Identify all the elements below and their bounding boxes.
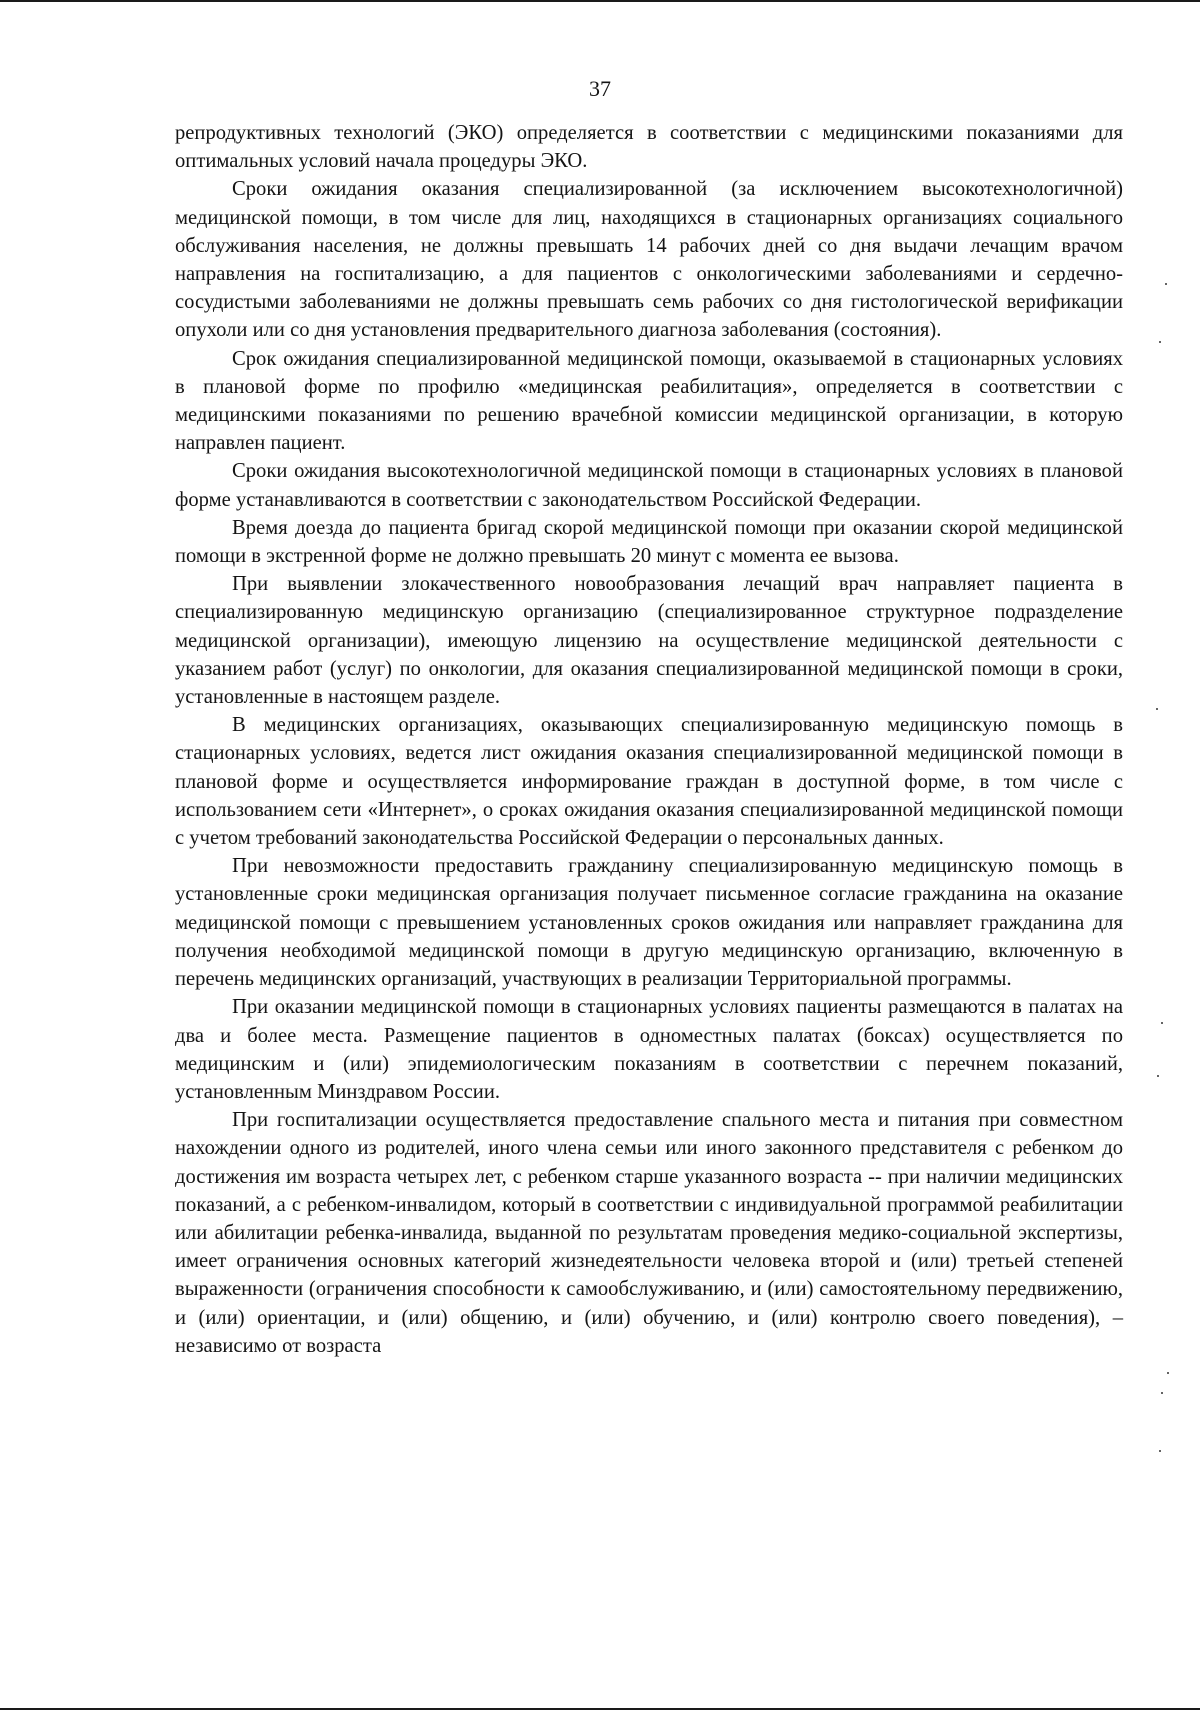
- scan-speck: [1161, 1022, 1163, 1024]
- scan-speck: [1159, 341, 1161, 343]
- paragraph-2: Сроки ожидания оказания специализированной (за исключением высокотехнологичной) медицинской помощи, в том числе для лиц, находящихся в стационарных организациях социального обслуживания населения, не должны превышать 14 рабочих дней со дня выдачи лечащим врачом направления на госпитализацию, а для пациентов с онкологическими заболеваниями и сердечно-сосудистыми заболеваниями не должны превышать семь рабочих со дня гистологической верификации опухоли или со дня установления предварительного диагноза заболевания (состояния).: [175, 178, 1123, 342]
- paragraph-3: Срок ожидания специализированной медицинской помощи, оказываемой в стационарных условиях в плановой форме по профилю «медицинская реабилитация», определяется в соответствии с медицинскими показаниями по решению врачебной комиссии медицинской организации, в которую направлен пациент.: [175, 347, 1123, 455]
- scan-edge-top: [0, 0, 1200, 2]
- scan-speck: [1159, 1450, 1161, 1452]
- scan-speck: [1167, 1372, 1169, 1374]
- page-number: 37: [589, 76, 611, 101]
- scan-speck: [1161, 1392, 1163, 1394]
- paragraph-4: Сроки ожидания высокотехнологичной медицинской помощи в стационарных условиях в плановой форме устанавливаются в соответствии с законодательством Российской Федерации.: [175, 460, 1123, 511]
- scan-edge-bottom: [0, 1708, 1200, 1710]
- document-body: [175, 119, 1123, 1360]
- paragraph-5: Время доезда до пациента бригад скорой медицинской помощи при оказании скорой медицинской помощи в экстренной форме не должно превышать 20 минут с момента ее вызова.: [175, 516, 1123, 568]
- paragraph-9: При оказании медицинской помощи в стационарных условиях пациенты размещаются в палатах на два и более места. Размещение пациентов в одноместных палатах (боксах) осуществляется по медицинским и (или) эпидемиологическим показаниям в соответствии с перечнем показаний, установленным Минздравом России.: [175, 996, 1123, 1103]
- paragraph-6: При выявлении злокачественного новообразования лечащий врач направляет пациента в специализированную медицинскую организацию (специализированное структурное подразделение медицинской организации), имеющую лицензию на осуществление медицинской деятельности с указанием работ (услуг) по онкологии, для оказания специализированной медицинской помощи в сроки, установленные в настоящем разделе.: [175, 573, 1123, 709]
- paragraph-8: При невозможности предоставить гражданину специализированную медицинскую помощь в установленные сроки медицинская организация получает письменное согласие гражданина на оказание медицинской помощи с превышением установленных сроков ожидания или направляет гражданина для получения необходимой медицинской помощи в другую медицинскую организацию, включенную в перечень медицинских организаций, участвующих в реализации Территориальной программы.: [175, 855, 1123, 991]
- scan-speck: [1156, 708, 1158, 710]
- scan-speck: [1165, 283, 1167, 285]
- paragraph-10: При госпитализации осуществляется предоставление спального места и питания при совместном нахождении одного из родителей, иного члена семьи или иного законного представителя с ребенком до достижения им возраста четырех лет, с ребенком старше указанного возраста -- при наличии медицинских показаний, а с ребенком-инвалидом, который в соответствии с индивидуальной программой реабилитации или абилитации ребенка-инвалида, выданной по результатам проведения медико-социальной экспертизы, имеет ограничения основных категорий жизнедеятельности человека второй и (или) третьей степеней выраженности (ограничения способности к самообслуживанию, и (или) самостоятельному передвижению, и (или) ориентации, и (или) общению, и (или) обучению, и (или) контролю своего поведения), – независимо от возраста: [175, 1109, 1123, 1357]
- scan-speck: [1157, 1075, 1159, 1077]
- paragraph-1: репродуктивных технологий (ЭКО) определяется в соответствии с медицинскими показаниями для оптимальных условий начала процедуры ЭКО.: [175, 122, 1123, 173]
- paragraph-7: В медицинских организациях, оказывающих специализированную медицинскую помощь в стационарных условиях, ведется лист ожидания оказания специализированной медицинской помощи в плановой форме и осуществляется информирование граждан в доступной форме, в том числе с использованием сети «Интернет», о сроках ожидания оказания специализированной медицинской помощи с учетом требований законодательства Российской Федерации о персональных данных.: [175, 714, 1123, 850]
